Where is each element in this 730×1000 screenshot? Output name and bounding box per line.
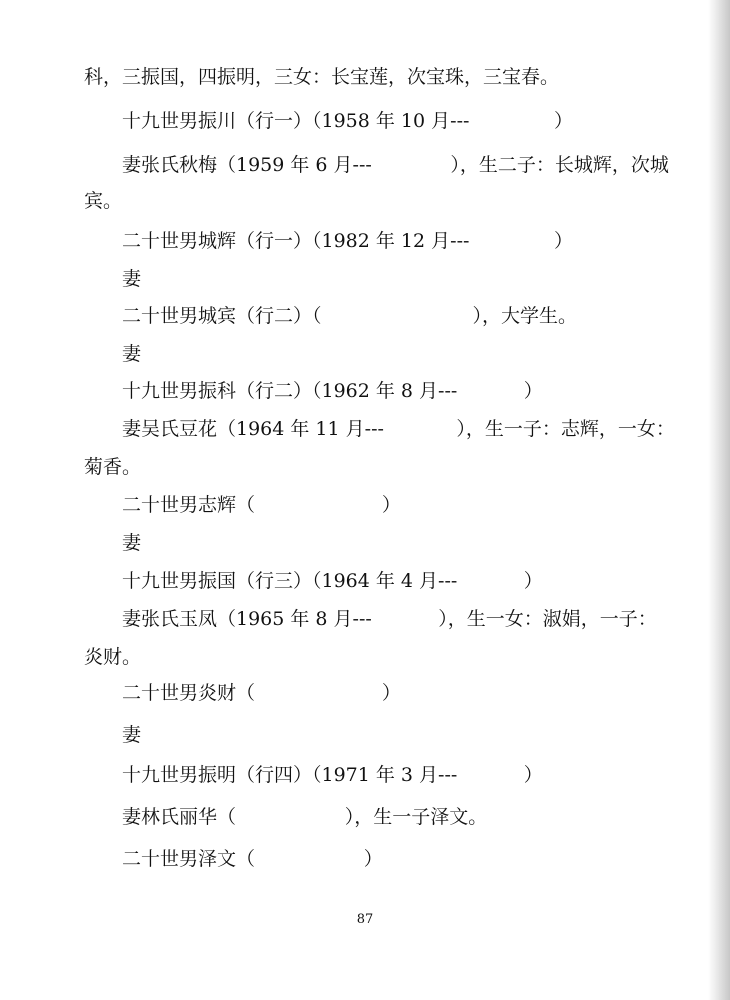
- text-line: 二十世男泽文（ ）: [122, 848, 383, 870]
- scan-page-edge: [708, 0, 730, 1000]
- text-line: 十九世男振国（行三）（1964 年 4 月--- ）: [122, 570, 543, 592]
- text-line: 二十世男城宾（行二）（ ），大学生。: [122, 305, 577, 327]
- text-line: 妻张氏玉凤（1965 年 8 月--- ），生一女：淑娟，一子：: [122, 608, 657, 630]
- text-line: 妻: [122, 724, 142, 746]
- text-line: 妻: [122, 343, 142, 365]
- text-line: 妻: [122, 268, 142, 290]
- text-line: 炎财。: [84, 646, 142, 668]
- text-line: 妻张氏秋梅（1959 年 6 月--- ），生二子：长城辉，次城: [122, 154, 669, 176]
- text-line: 十九世男振川（行一）（1958 年 10 月--- ）: [122, 110, 573, 132]
- text-line: 二十世男志辉（ ）: [122, 494, 401, 516]
- text-line: 妻林氏丽华（ ），生一子泽文。: [122, 806, 488, 828]
- page-number: 87: [356, 912, 374, 927]
- text-line: 菊香。: [84, 456, 142, 478]
- text-line: 妻: [122, 532, 142, 554]
- text-line: 十九世男振科（行二）（1962 年 8 月--- ）: [122, 380, 543, 402]
- text-line: 科，三振国，四振明，三女：长宝莲，次宝珠，三宝春。: [84, 66, 560, 88]
- text-line: 二十世男城辉（行一）（1982 年 12 月--- ）: [122, 230, 573, 252]
- text-line: 妻吴氏豆花（1964 年 11 月--- ），生一子：志辉，一女：: [122, 418, 675, 440]
- text-line: 宾。: [84, 190, 123, 212]
- text-line: 二十世男炎财（ ）: [122, 682, 401, 704]
- text-line: 十九世男振明（行四）（1971 年 3 月--- ）: [122, 764, 543, 786]
